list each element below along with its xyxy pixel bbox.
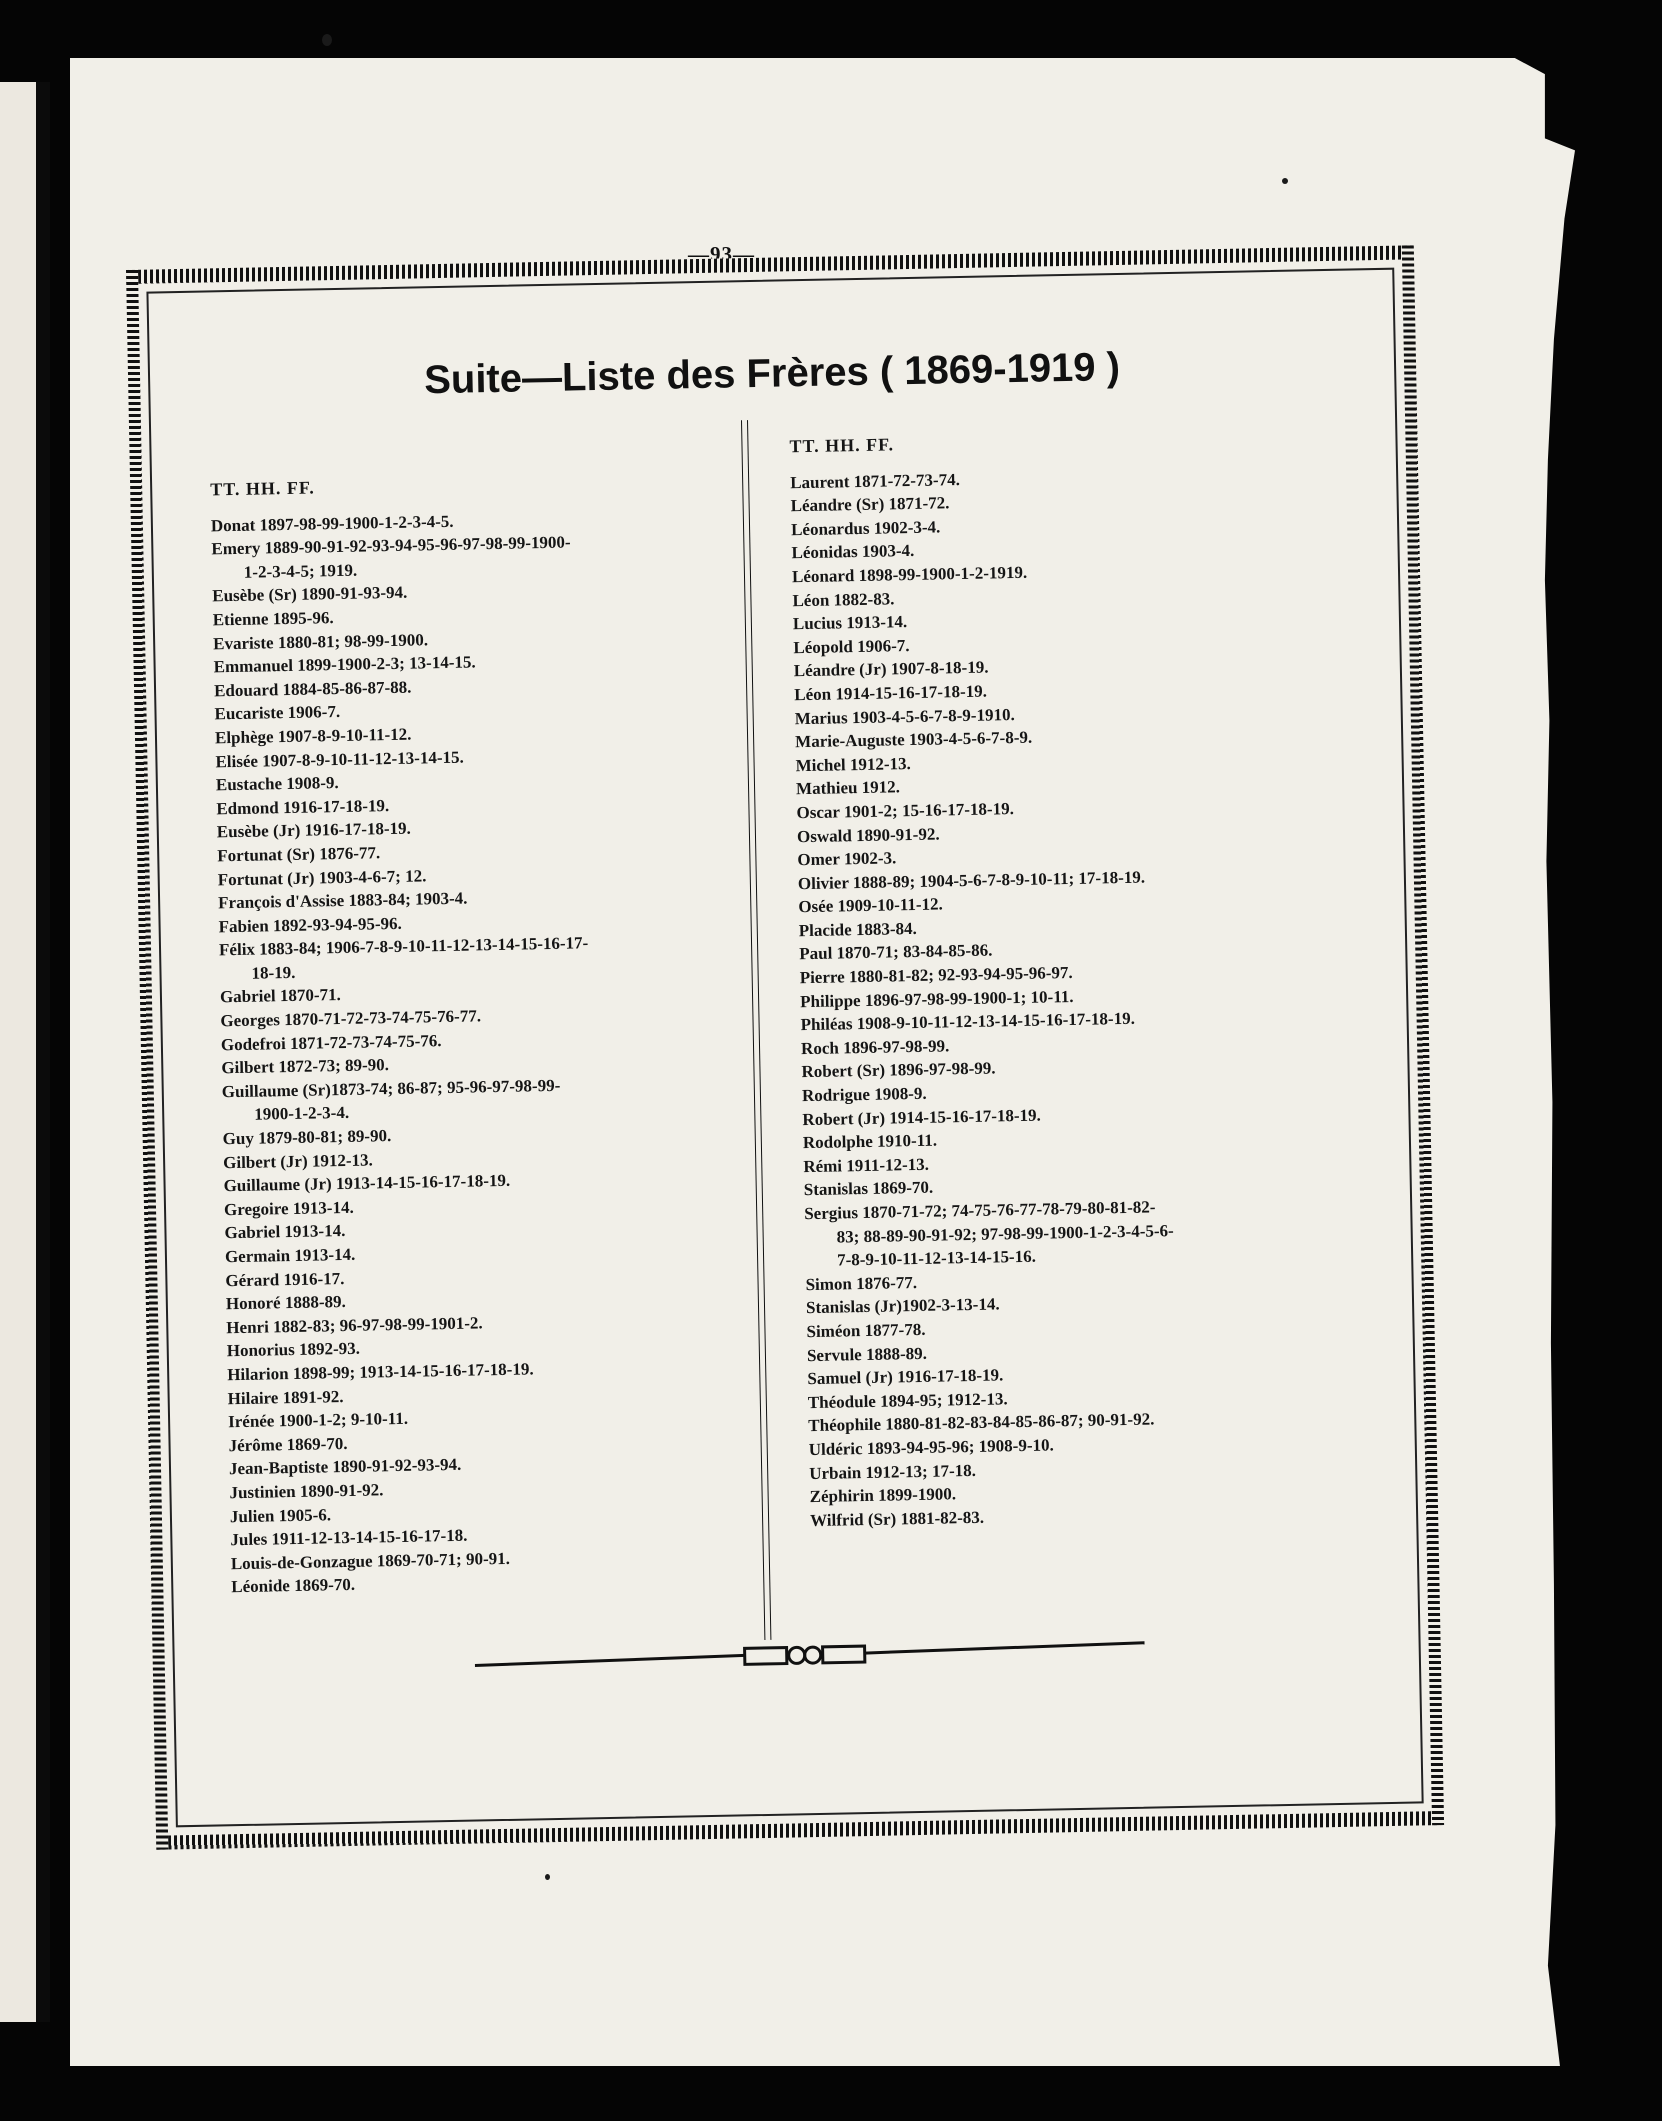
list-item: Léon 1914-15-16-17-18-19. bbox=[794, 681, 988, 705]
bordered-frame bbox=[126, 245, 1444, 1849]
list-item: Gilbert 1872-73; 89-90. bbox=[221, 1055, 390, 1078]
scan-speck bbox=[322, 34, 332, 46]
list-item: Gilbert (Jr) 1912-13. bbox=[222, 1150, 373, 1172]
list-item: Marie-Auguste 1903-4-5-6-7-8-9. bbox=[794, 727, 1033, 752]
list-item: Léandre (Sr) 1871-72. bbox=[790, 493, 950, 516]
list-item: Léonidas 1903-4. bbox=[791, 541, 915, 563]
list-item: Placide 1883-84. bbox=[798, 918, 918, 941]
list-item: Eucariste 1906-7. bbox=[214, 702, 341, 724]
list-item: Louis-de-Gonzague 1869-70-71; 90-91. bbox=[230, 1548, 511, 1573]
list-item: Servule 1888-89. bbox=[806, 1343, 928, 1365]
list-item: Gabriel 1870-71. bbox=[219, 985, 342, 1007]
list-item: Jean-Baptiste 1890-91-92-93-94. bbox=[228, 1455, 462, 1479]
list-item: Jérôme 1869-70. bbox=[228, 1433, 348, 1455]
right-column bbox=[789, 424, 1400, 1532]
left-column-heading: TT. HH. FF. bbox=[210, 477, 315, 500]
list-item: Emmanuel 1899-1900-2-3; 13-14-15. bbox=[213, 652, 476, 677]
ornament-right-box bbox=[823, 1646, 865, 1663]
list-item: Gabriel 1913-14. bbox=[224, 1221, 346, 1243]
list-item: Uldéric 1893-94-95-96; 1908-9-10. bbox=[808, 1435, 1054, 1460]
list-item: Gérard 1916-17. bbox=[225, 1268, 345, 1290]
list-item: Félix 1883-84; 1906-7-8-9-10-11-12-13-14-15-16-17- bbox=[218, 933, 589, 960]
list-item: Rémi 1911-12-13. bbox=[803, 1154, 930, 1176]
list-item: Fortunat (Sr) 1876-77. bbox=[217, 843, 381, 866]
right-column-heading: TT. HH. FF. bbox=[789, 434, 895, 457]
list-item-continuation: 1900-1-2-3-4. bbox=[254, 1103, 350, 1125]
list-item: Rodolphe 1910-11. bbox=[802, 1130, 938, 1153]
list-item: Fabien 1892-93-94-95-96. bbox=[218, 913, 402, 937]
list-item: Eustache 1908-9. bbox=[215, 773, 339, 795]
list-item: Evariste 1880-81; 98-99-1900. bbox=[213, 629, 429, 653]
list-item: Urbain 1912-13; 17-18. bbox=[809, 1460, 977, 1483]
list-item: Olivier 1888-89; 1904-5-6-7-8-9-10-11; 17-18-19. bbox=[797, 867, 1146, 893]
list-item: Justinien 1890-91-92. bbox=[229, 1480, 384, 1503]
list-item: Henri 1882-83; 96-97-98-99-1901-2. bbox=[226, 1313, 483, 1338]
list-item: Irénée 1900-1-2; 9-10-11. bbox=[227, 1408, 409, 1432]
ornament-left-box bbox=[745, 1648, 787, 1665]
list-item: Hilarion 1898-99; 1913-14-15-16-17-18-19. bbox=[227, 1359, 534, 1385]
list-item: Etienne 1895-96. bbox=[212, 608, 334, 630]
ornament-left-bead bbox=[789, 1647, 805, 1663]
list-item: Elisée 1907-8-9-10-11-12-13-14-15. bbox=[215, 747, 464, 771]
list-item: Siméon 1877-78. bbox=[806, 1319, 926, 1342]
list-item: Germain 1913-14. bbox=[224, 1244, 356, 1267]
list-item: Théodule 1894-95; 1912-13. bbox=[807, 1389, 1008, 1412]
list-item-continuation: 1-2-3-4-5; 1919. bbox=[243, 560, 358, 582]
list-item: Edmond 1916-17-18-19. bbox=[216, 795, 390, 819]
list-item: Oscar 1901-2; 15-16-17-18-19. bbox=[796, 798, 1015, 823]
list-item: Michel 1912-13. bbox=[795, 753, 911, 775]
list-item: Guillaume (Jr) 1913-14-15-16-17-18-19. bbox=[223, 1171, 511, 1196]
list-item-continuation: 83; 88-89-90-91-92; 97-98-99-1900-1-2-3-4-5-6- bbox=[836, 1220, 1174, 1247]
list-item: Philippe 1896-97-98-99-1900-1; 10-11. bbox=[799, 986, 1074, 1011]
list-item: Paul 1870-71; 83-84-85-86. bbox=[799, 940, 993, 964]
list-item-continuation: 18-19. bbox=[251, 962, 296, 983]
list-item: Honorius 1892-93. bbox=[226, 1339, 361, 1361]
list-item: Honoré 1888-89. bbox=[225, 1292, 346, 1314]
scan-speck bbox=[545, 1874, 550, 1880]
list-item: Marius 1903-4-5-6-7-8-9-1910. bbox=[794, 704, 1015, 728]
list-item: Georges 1870-71-72-73-74-75-76-77. bbox=[220, 1006, 482, 1031]
list-item: Théophile 1880-81-82-83-84-85-86-87; 90-91-92. bbox=[808, 1409, 1155, 1436]
page-title: Suite—Liste des Frères ( 1869-1919 ) bbox=[423, 344, 1121, 403]
list-item: Rodrigue 1908-9. bbox=[801, 1083, 927, 1106]
list-item: Robert (Sr) 1896-97-98-99. bbox=[801, 1058, 996, 1082]
list-item: Stanislas (Jr)1902-3-13-14. bbox=[805, 1294, 1000, 1318]
list-item: Philéas 1908-9-10-11-12-13-14-15-16-17-18-19. bbox=[800, 1009, 1136, 1035]
list-item: Edouard 1884-85-86-87-88. bbox=[213, 677, 412, 701]
list-item: Léonide 1869-70. bbox=[231, 1575, 356, 1597]
list-item: Lucius 1913-14. bbox=[792, 612, 908, 634]
ornament-left-line bbox=[475, 1655, 745, 1665]
list-item: Guy 1879-80-81; 89-90. bbox=[222, 1126, 392, 1149]
facing-page-edge bbox=[0, 82, 36, 2022]
list-item: Eusèbe (Jr) 1916-17-18-19. bbox=[216, 818, 412, 842]
list-item: Omer 1902-3. bbox=[797, 848, 897, 870]
list-item: Wilfrid (Sr) 1881-82-83. bbox=[809, 1507, 985, 1530]
list-item: Roch 1896-97-98-99. bbox=[800, 1036, 950, 1059]
binding-gutter bbox=[36, 82, 50, 2022]
list-item: Julien 1905-6. bbox=[229, 1504, 332, 1526]
list-item: Osée 1909-10-11-12. bbox=[798, 894, 943, 917]
list-item: Laurent 1871-72-73-74. bbox=[790, 469, 961, 492]
scan-speck bbox=[1282, 178, 1288, 184]
list-item: Donat 1897-98-99-1900-1-2-3-4-5. bbox=[210, 511, 454, 536]
list-item: Samuel (Jr) 1916-17-18-19. bbox=[807, 1365, 1004, 1389]
list-item: Mathieu 1912. bbox=[795, 777, 901, 799]
list-item: Elphège 1907-8-9-10-11-12. bbox=[214, 724, 412, 748]
left-column bbox=[210, 469, 731, 1599]
list-item: Godefroi 1871-72-73-74-75-76. bbox=[220, 1030, 442, 1054]
list-item: Gregoire 1913-14. bbox=[223, 1197, 354, 1220]
list-item: Oswald 1890-91-92. bbox=[796, 823, 940, 846]
list-item: Fortunat (Jr) 1903-4-6-7; 12. bbox=[217, 865, 427, 889]
list-item: Zéphirin 1899-1900. bbox=[809, 1484, 957, 1507]
list-item: Jules 1911-12-13-14-15-16-17-18. bbox=[230, 1525, 468, 1550]
list-item: Léopold 1906-7. bbox=[793, 635, 910, 658]
list-item: Robert (Jr) 1914-15-16-17-18-19. bbox=[802, 1105, 1041, 1129]
list-item: Guillaume (Sr)1873-74; 86-87; 95-96-97-98-99- bbox=[221, 1075, 561, 1102]
list-item: Léandre (Jr) 1907-8-18-19. bbox=[793, 657, 989, 681]
list-item: Eusèbe (Sr) 1890-91-93-94. bbox=[212, 583, 408, 606]
list-item: Pierre 1880-81-82; 92-93-94-95-96-97. bbox=[799, 963, 1073, 988]
list-item: Emery 1889-90-91-92-93-94-95-96-97-98-99-1900- bbox=[211, 532, 571, 559]
list-item: Léon 1882-83. bbox=[792, 588, 895, 610]
ornament-right-line bbox=[865, 1643, 1145, 1653]
list-item: Stanislas 1869-70. bbox=[803, 1178, 934, 1200]
list-item: François d'Assise 1883-84; 1903-4. bbox=[217, 888, 468, 913]
list-item: Léonard 1898-99-1900-1-2-1919. bbox=[791, 562, 1028, 587]
list-item: Hilaire 1891-92. bbox=[227, 1386, 344, 1408]
ornament-right-bead bbox=[805, 1647, 821, 1663]
list-item: Sergius 1870-71-72; 74-75-76-77-78-79-80-81-82- bbox=[804, 1197, 1156, 1224]
list-item: Simon 1876-77. bbox=[805, 1272, 918, 1294]
page-number: —93— bbox=[688, 242, 755, 266]
list-item: Léonardus 1902-3-4. bbox=[790, 517, 941, 540]
list-item-continuation: 7-8-9-10-11-12-13-14-15-16. bbox=[836, 1246, 1037, 1270]
